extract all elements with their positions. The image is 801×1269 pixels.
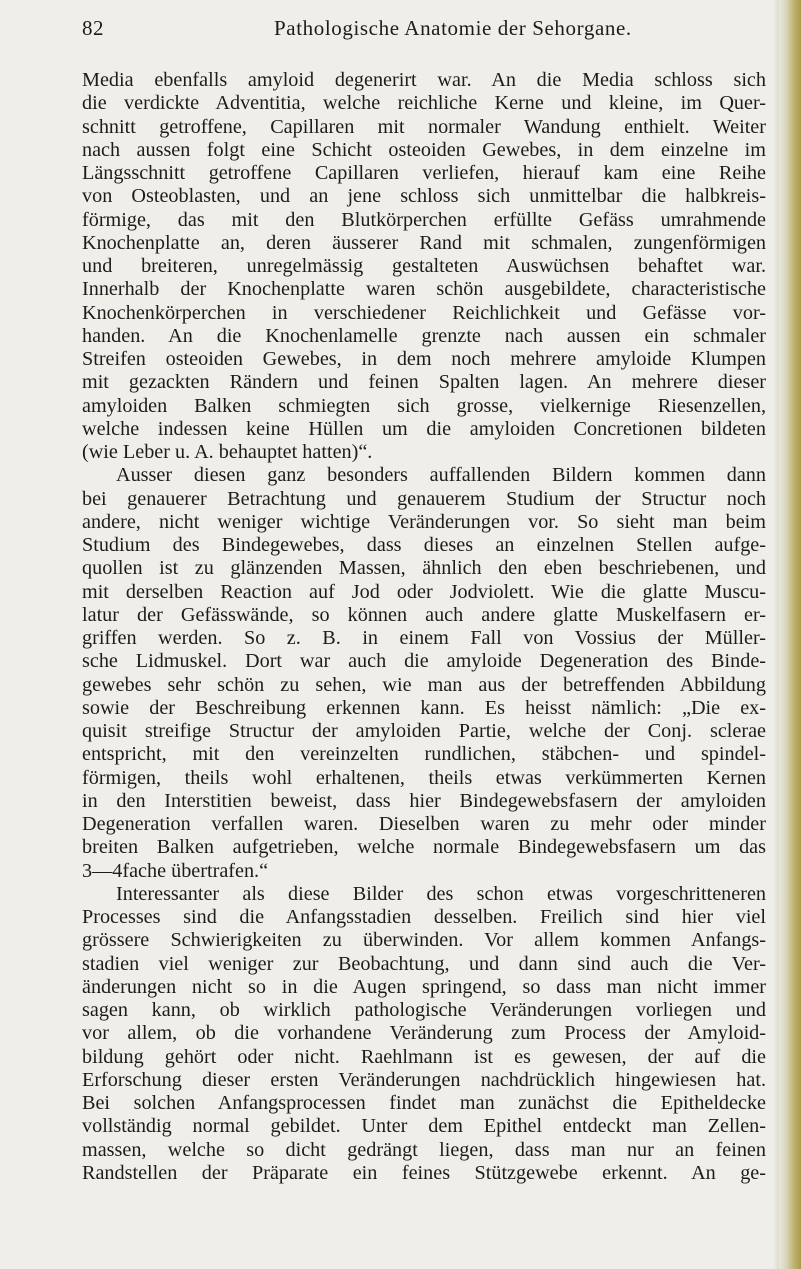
text-line: förmige, das mit den Blutkörperchen erfüllte Gefäss umrahmende: [82, 208, 766, 231]
text-line: welche indessen keine Hüllen um die amyloiden Concretionen bildeten: [82, 417, 766, 440]
text-line: Randstellen der Präparate ein feines Stützgewebe erkennt. An ge-: [82, 1161, 766, 1184]
text-line: in den Interstitien beweist, dass hier Bindegewebsfasern der amyloiden: [82, 789, 766, 812]
text-line: amyloiden Balken schmiegten sich grosse, vielkernige Riesenzellen,: [82, 394, 766, 417]
text-line: schnitt getroffene, Capillaren mit normaler Wandung enthielt. Weiter: [82, 115, 766, 138]
text-line: 3—4fache übertrafen.“: [82, 859, 269, 882]
text-line: grössere Schwierigkeiten zu überwinden. Vor allem kommen Anfangs-: [82, 929, 766, 952]
text-line: von Osteoblasten, und an jene schloss sich unmittelbar die halbkreis-: [82, 185, 766, 208]
text-line: Erforschung dieser ersten Veränderungen nachdrücklich hingewiesen hat.: [82, 1068, 766, 1091]
page-edge: [779, 0, 801, 1269]
text-line: Studium des Bindegewebes, dass dieses an einzelnen Stellen aufge-: [82, 534, 766, 556]
text-line: Interessanter als diese Bilder des schon etwas vorgeschritteneren: [116, 882, 766, 905]
text-line: mit gezackten Rändern und feinen Spalten lagen. An mehrere dieser: [82, 371, 766, 394]
text-line: bildung gehört oder nicht. Raehlmann ist es gewesen, der auf die: [82, 1045, 766, 1068]
text-line: Bei solchen Anfangsprocessen findet man zunächst die Epitheldecke: [82, 1092, 766, 1114]
text-line: sche Lidmuskel. Dort war auch die amyloide Degeneration des Binde-: [82, 650, 766, 673]
text-line: Knochenplatte an, deren äusserer Rand mit schmalen, zungenförmigen: [82, 231, 766, 254]
text-line: und breiteren, unregelmässig gestalteten Auswüchsen behaftet war.: [82, 255, 766, 277]
text-line: Processes sind die Anfangsstadien desselben. Freilich sind hier viel: [82, 906, 766, 928]
text-line: vor allem, ob die vorhandene Veränderung zum Process der Amyloid-: [82, 1022, 766, 1045]
text-line: (wie Leber u. A. behauptet hatten)“.: [82, 441, 373, 463]
text-line: handen. An die Knochenlamelle grenzte nach aussen ein schmaler: [82, 324, 766, 347]
text-line: latur der Gefässwände, so können auch andere glatte Muskelfasern er-: [82, 603, 766, 626]
text-line: stadien viel weniger zur Beobachtung, und dann sind auch die Ver-: [82, 952, 766, 975]
text-line: Ausser diesen ganz besonders auffallenden Bildern kommen dann: [116, 464, 766, 487]
text-line: Längsschnitt getroffene Capillaren verliefen, hierauf kam eine Reihe: [82, 162, 766, 184]
running-head: [82, 16, 762, 48]
text-line: bei genauerer Betrachtung und genauerem Studium der Structur noch: [82, 487, 766, 510]
text-line: entspricht, mit den vereinzelten rundlichen, stäbchen- und spindel-: [82, 743, 766, 766]
text-line: Degeneration verfallen waren. Dieselben waren zu mehr oder minder: [82, 813, 766, 835]
text-line: breiten Balken aufgetrieben, welche normale Bindegewebsfasern um das: [82, 836, 766, 859]
text-line: quollen ist zu glänzenden Massen, ähnlich den eben beschriebenen, und: [82, 557, 766, 580]
text-line: sowie der Beschreibung erkennen kann. Es heisst nämlich: „Die ex-: [82, 696, 766, 719]
running-title: Pathologische Anatomie der Sehorgane.: [274, 16, 632, 40]
text-line: nach aussen folgt eine Schicht osteoiden Gewebes, in dem einzelne im: [82, 138, 766, 161]
text-line: mit derselben Reaction auf Jod oder Jodviolett. Wie die glatte Muscu-: [82, 580, 766, 603]
text-line: Knochenkörperchen in verschiedener Reichlichkeit und Gefässe vor-: [82, 301, 766, 324]
text-line: änderungen nicht so in die Augen springend, so dass man nicht immer: [82, 975, 766, 998]
text-line: Media ebenfalls amyloid degenerirt war. An die Media schloss sich: [82, 69, 766, 91]
text-line: andere, nicht weniger wichtige Veränderungen vor. So sieht man beim: [82, 510, 766, 533]
text-line: vollständig normal gebildet. Unter dem Epithel entdeckt man Zellen-: [82, 1115, 766, 1138]
text-line: massen, welche so dicht gedrängt liegen, dass man nur an feinen: [82, 1138, 766, 1161]
text-line: Innerhalb der Knochenplatte waren schön ausgebildete, characteristische: [82, 278, 766, 301]
text-line: sagen kann, ob wirklich pathologische Veränderungen vorliegen und: [82, 999, 766, 1021]
text-line: förmigen, theils wohl erhaltenen, theils etwas verkümmerten Kernen: [82, 766, 766, 789]
body-text: [82, 69, 766, 1185]
text-line: gewebes sehr schön zu sehen, wie man aus der betreffenden Abbildung: [82, 673, 766, 696]
page-number: 82: [82, 16, 104, 40]
text-line: quisit streifige Structur der amyloiden Partie, welche der Conj. sclerae: [82, 720, 766, 742]
text-line: griffen werden. So z. B. in einem Fall von Vossius der Müller-: [82, 627, 766, 649]
text-line: die verdickte Adventitia, welche reichliche Kerne und kleine, im Quer-: [82, 92, 766, 115]
text-line: Streifen osteoiden Gewebes, in dem noch mehrere amyloide Klumpen: [82, 348, 766, 370]
